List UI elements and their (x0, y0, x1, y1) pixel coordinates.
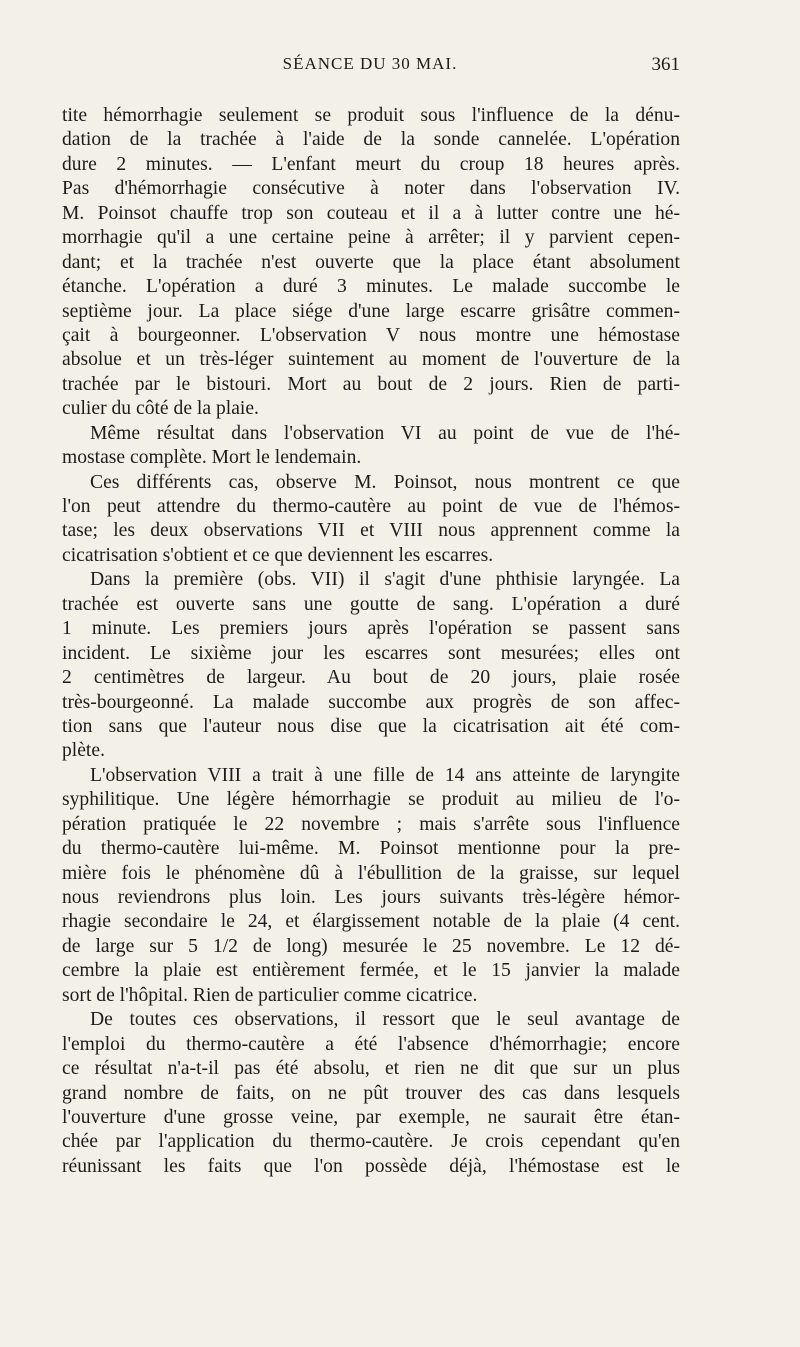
text-line: tion sans que l'auteur nous dise que la cicatrisation ait été com- (62, 715, 680, 737)
text-line: sort de l'hôpital. Rien de particulier comme cicatrice. (62, 984, 478, 1006)
text-line: tite hémorrhagie seulement se produit sous l'influence de la dénu- (62, 105, 680, 126)
text-line: mière fois le phénomène dû à l'ébullition de la graisse, sur lequel (62, 862, 680, 884)
text-line: çait à bourgeonner. L'observation V nous montre une hémostase (62, 324, 680, 346)
running-title: SÉANCE DU 30 MAI. (282, 54, 458, 73)
text-line: l'on peut attendre du thermo-cautère au point de vue de l'hémos- (62, 496, 680, 517)
text-line: trachée est ouverte sans une goutte de sang. L'opération a duré (62, 593, 680, 615)
text-line: mostase complète. Mort le lendemain. (62, 447, 362, 469)
text-line: tase; les deux observations VII et VIII nous apprennent comme la (62, 520, 680, 542)
text-line: nous reviendrons plus loin. Les jours suivants très-légère hémor- (62, 887, 680, 908)
text-line: l'emploi du thermo-cautère a été l'absence d'hémorrhagie; encore (62, 1033, 680, 1055)
running-head (60, 54, 680, 84)
text-line: l'ouverture d'une grosse veine, par exemple, ne saurait être étan- (62, 1106, 680, 1128)
text-line: grand nombre de faits, on ne pût trouver des cas dans lesquels (62, 1082, 680, 1104)
text-line: Dans la première (obs. VII) il s'agit d'une phthisie laryngée. La (90, 569, 680, 591)
text-line: rhagie secondaire le 24, et élargissement notable de la plaie (4 cent. (62, 911, 680, 933)
text-line: dation de la trachée à l'aide de la sonde cannelée. L'opération (62, 129, 680, 151)
text-line: septième jour. La place siége d'une large escarre grisâtre commen- (62, 300, 680, 322)
text-line: plète. (62, 740, 105, 762)
text-line: syphilitique. Une légère hémorrhagie se produit au milieu de l'o- (62, 789, 680, 811)
text-line: De toutes ces observations, il ressort que le seul avantage de (90, 1009, 680, 1031)
text-line: chée par l'application du thermo-cautère. Je crois cependant qu'en (62, 1131, 680, 1153)
text-line: Pas d'hémorrhagie consécutive à noter dans l'observation IV. (62, 178, 680, 200)
text-line: de large sur 5 1/2 de long) mesurée le 25 novembre. Le 12 dé- (62, 935, 680, 957)
text-line: M. Poinsot chauffe trop son couteau et il a à lutter contre une hé- (62, 202, 680, 224)
text-line: étanche. L'opération a duré 3 minutes. Le malade succombe le (62, 276, 680, 298)
text-line: dure 2 minutes. — L'enfant meurt du croup 18 heures après. (62, 153, 680, 175)
text-line: pération pratiquée le 22 novembre ; mais s'arrête sous l'influence (62, 813, 680, 835)
body-text (62, 104, 680, 1179)
text-line: réunissant les faits que l'on possède déjà, l'hémostase est le (62, 1155, 680, 1177)
text-line: Ces différents cas, observe M. Poinsot, nous montrent ce que (90, 471, 680, 493)
text-line: L'observation VIII a trait à une fille de 14 ans atteinte de laryngite (90, 764, 680, 786)
text-line: culier du côté de la plaie. (62, 398, 259, 420)
text-line: morrhagie qu'il a une certaine peine à arrêter; il y parvient cepen- (62, 227, 680, 249)
text-line: cembre la plaie est entièrement fermée, et le 15 janvier la malade (62, 960, 680, 982)
text-line: trachée par le bistouri. Mort au bout de 2 jours. Rien de parti- (62, 373, 680, 395)
text-line: dant; et la trachée n'est ouverte que la place étant absolument (62, 251, 680, 273)
text-line: Même résultat dans l'observation VI au point de vue de l'hé- (90, 422, 680, 444)
text-line: cicatrisation s'obtient et ce que deviennent les escarres. (62, 544, 494, 566)
text-line: incident. Le sixième jour les escarres sont mesurées; elles ont (62, 642, 680, 664)
text-line: absolue et un très-léger suintement au moment de l'ouverture de la (62, 349, 680, 371)
text-line: très-bourgeonné. La malade succombe aux progrès de son affec- (62, 691, 680, 713)
text-line: 2 centimètres de largeur. Au bout de 20 jours, plaie rosée (62, 667, 680, 689)
text-line: 1 minute. Les premiers jours après l'opération se passent sans (62, 618, 680, 640)
page-number: 361 (651, 54, 680, 75)
text-line: du thermo-cautère lui-même. M. Poinsot mentionne pour la pre- (62, 838, 680, 860)
text-line: ce résultat n'a-t-il pas été absolu, et rien ne dit que sur un plus (62, 1058, 680, 1080)
